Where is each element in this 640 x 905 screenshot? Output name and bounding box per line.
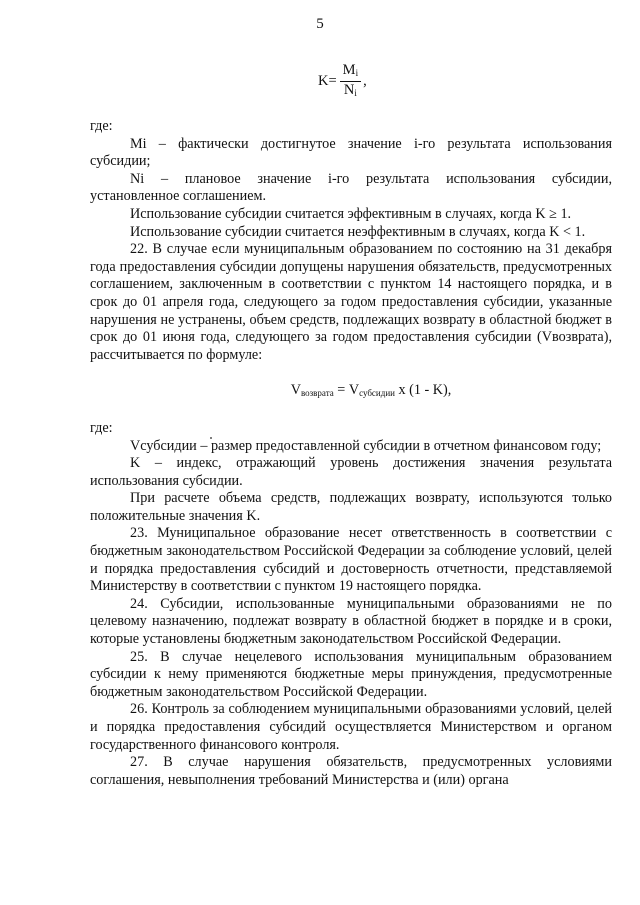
- formula-k-fraction: [340, 62, 361, 101]
- formula-k-numerator: $M_i$: [340, 62, 361, 82]
- ni-definition: Ni – плановое значение i-го результата использования субсидии, установленное соглашением.: [90, 170, 612, 205]
- effective-condition: Использование субсидии считается эффективным в случаях, когда K ≥ 1.: [130, 205, 572, 222]
- clause-24: 24. Субсидии, использованные муниципальными образованиями не по целевому назначению, подлежат возврату в областной бюджет в порядке и в сроки, которые установлены бюджетным законодательством Российской Федерации.: [90, 595, 612, 648]
- clause-23: 23. Муниципальное образование несет ответственность в соответствии с бюджетным законодательством Российской Федерации за соблюдение условий, целей и порядка предоставления субсидий и достоверность отчетности, представляемой Министерству в соответствии с пунктом 19 настоящего порядка.: [90, 525, 612, 595]
- ineffective-condition: Использование субсидии считается неэффективным в случаях, когда K < 1.: [130, 223, 586, 240]
- formula-k-eq: =: [328, 73, 337, 89]
- formula-k-denominator: $N_i$: [343, 82, 357, 98]
- positive-values-note: При расчете объема средств, подлежащих возврату, используются только положительные значения K.: [90, 490, 612, 524]
- vsub-definition: Vсубсидии – размер предоставленной субсидии в отчетном финансовом году;: [130, 437, 602, 454]
- clause-25: 25. В случае нецелевого использования муниципальным образованием субсидии к нему применяются бюджетные меры принуждения, предусмотренные бюджетным законодательством Российской Федерации.: [90, 648, 612, 700]
- formula-k-tail: ,: [363, 73, 367, 89]
- clause-22: 22. В случае если муниципальным образованием по состоянию на 31 декабря года предоставления субсидии допущены нарушения обязательств, предусмотренных соглашением, заключенным в соответствии с пунктом 14 настоящего порядка, и в срок до 01 апреля года, следующего за годом предоставления субсидии, указанные нарушения не устранены, объем средств, подлежащих возврату в областной бюджет в срок до 01 июня года, следующего за годом предоставления субсидии (Vвозврата), рассчитывается по формуле:: [90, 241, 612, 363]
- formula-k-lhs: K: [318, 73, 329, 89]
- document-body: [90, 118, 612, 789]
- clause-26: 26. Контроль за соблюдением муниципальными образованиями условий, целей и порядка предоставления субсидий осуществляется Министерством и органом государственного финансового контроля.: [90, 701, 612, 753]
- mi-definition: Mi – фактически достигнутое значение i-го результата использования субсидии;: [90, 135, 612, 170]
- k-definition: K – индекс, отражающий уровень достижения значения результата использования субсидии.: [90, 455, 612, 489]
- where-label-2: где:: [90, 419, 113, 436]
- clause-27: 27. В случае нарушения обязательств, предусмотренных условиями соглашения, невыполнения требований Министерства и (или) органа: [90, 754, 612, 788]
- where-label: где:: [90, 118, 113, 134]
- page-number: 5: [316, 16, 324, 32]
- formula-k: [318, 62, 367, 101]
- formula-v: $V_{возврата} = V_{субсидии}$ x (1 - K),: [290, 382, 452, 399]
